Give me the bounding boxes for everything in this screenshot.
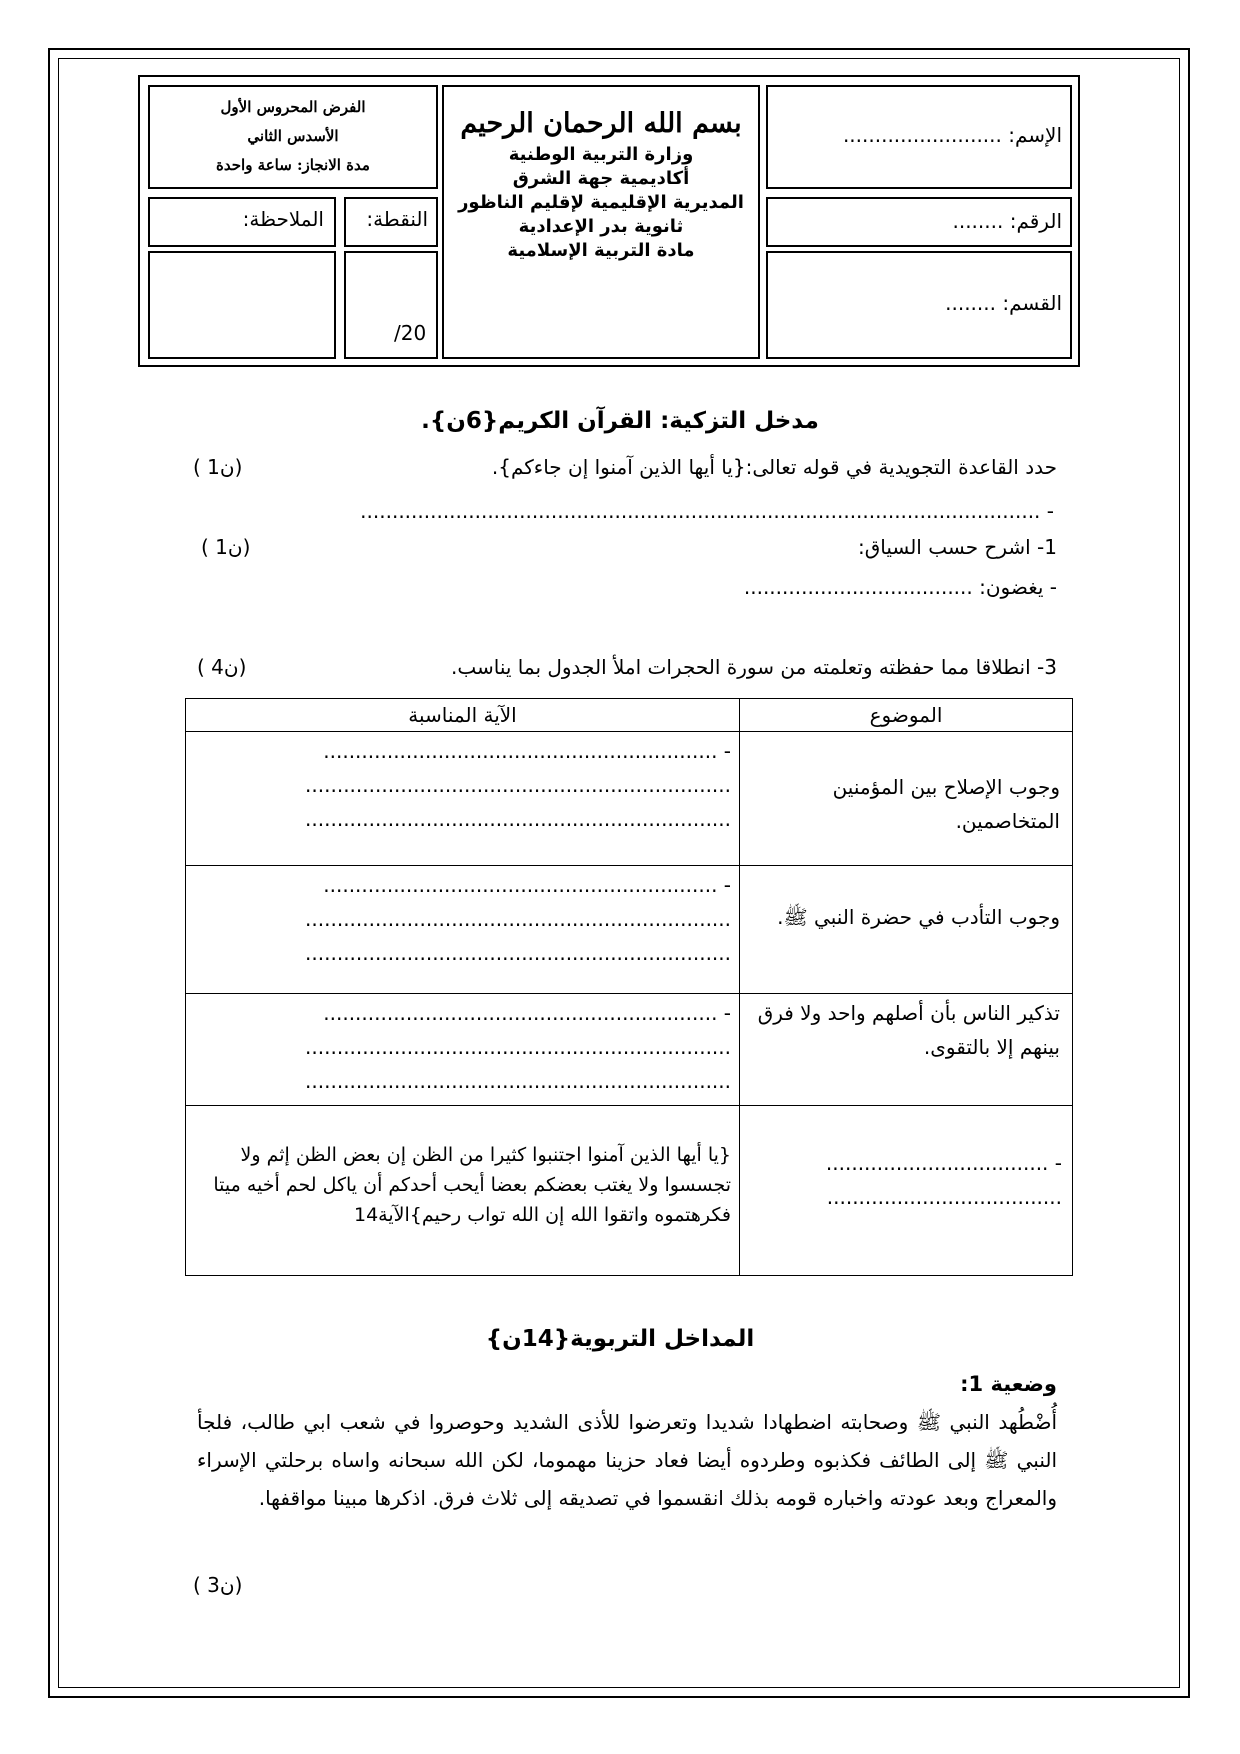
situation-label: وضعية 1: — [960, 1372, 1057, 1396]
table-row — [186, 866, 1073, 994]
answer-line[interactable]: ................................................................... — [305, 773, 731, 797]
basmala: بسم الله الرحمان الرحيم — [460, 108, 742, 139]
verse-answer-cell[interactable] — [186, 994, 740, 1106]
answer-line[interactable]: ..................................... — [826, 1185, 1062, 1209]
grade-label: النقطة: — [366, 207, 428, 231]
verses-table — [185, 698, 1073, 1276]
q2-points: ( 1ن) — [201, 535, 251, 559]
student-class-field[interactable]: القسم: ........ — [945, 291, 1062, 315]
school-name: ثانوية بدر الإعدادية — [518, 216, 684, 237]
directorate: المديرية الإقليمية لإقليم الناظور — [458, 192, 744, 213]
grade-box[interactable] — [344, 251, 438, 359]
answer-line[interactable]: - .............................................................. — [323, 1001, 731, 1025]
col-topic-header: الموضوع — [740, 699, 1073, 732]
q3-points: ( 4ن) — [197, 655, 247, 679]
q1-answer-line[interactable]: - ........................................................................................................... — [360, 499, 1054, 523]
student-class-box[interactable] — [766, 251, 1072, 359]
situation-text: أُضْطُهد النبي ﷺ وصحابته اضطهادا شديدا وتعرضوا للأذى الشديد وحوصروا في شعب ابي طالب، فلجأ النبي ﷺ إلى الطائف فكذبوه وطردوه أيضا فعاد حزينا مهموما، لكن الله سبحانه واساه برحلتي الإسراء والمعراج وبعد عودته واخباره قومه بذلك انقسموا في تصديقه إلى ثلاث فرق. اذكرها مبينا مواقفها. — [197, 1410, 1057, 1510]
section1-title: مدخل التزكية: القرآن الكريم{6ن}. — [421, 408, 819, 434]
exam-title: الفرض المحروس الأول — [220, 98, 366, 116]
topic-cell: وجوب الإصلاح بين المؤمنين المتخاصمين. — [740, 732, 1073, 866]
table-row — [186, 732, 1073, 866]
exam-info-box — [148, 85, 438, 189]
exam-duration: مدة الانجاز: ساعة واحدة — [216, 156, 370, 174]
q2-text: 1- اشرح حسب السياق: — [857, 535, 1057, 559]
answer-line[interactable]: - .............................................................. — [323, 739, 731, 763]
answer-line[interactable]: - ................................... — [825, 1151, 1062, 1175]
student-name-field[interactable]: الإسم: ......................... — [842, 123, 1062, 147]
school-info-box — [442, 85, 760, 359]
table-row — [186, 994, 1073, 1106]
situation-points: ( 3ن) — [193, 1573, 243, 1597]
grade-label-box — [344, 197, 438, 247]
answer-line[interactable]: ................................................................... — [305, 807, 731, 831]
answer-line[interactable]: ................................................................... — [305, 1035, 731, 1059]
answer-line[interactable]: - .............................................................. — [323, 873, 731, 897]
table-row — [186, 1106, 1073, 1276]
exam-semester: الأسدس الثاني — [247, 127, 339, 145]
answer-line[interactable]: ................................................................... — [305, 907, 731, 931]
answer-line[interactable]: ................................................................... — [305, 1069, 731, 1093]
student-name-box[interactable] — [766, 85, 1072, 189]
topic-cell: وجوب التأدب في حضرة النبي ﷺ. — [740, 866, 1073, 994]
table-header-row — [186, 699, 1073, 732]
remark-label-box — [148, 197, 336, 247]
verse-answer-cell[interactable] — [186, 866, 740, 994]
q1-text: حدد القاعدة التجويدية في قوله تعالى:{يا أيها الذين آمنوا إن جاءكم}. — [491, 455, 1057, 479]
section2-title: المداخل التربوية{14ن} — [485, 1326, 755, 1352]
student-number-field[interactable]: الرقم: ........ — [952, 209, 1062, 233]
q2-answer-line[interactable]: - يغضون: .................................... — [743, 575, 1057, 599]
verse-answer-cell[interactable] — [186, 732, 740, 866]
topic-answer-cell[interactable] — [740, 1106, 1073, 1276]
grade-value: /20 — [394, 321, 427, 345]
academy: أكاديمية جهة الشرق — [512, 168, 690, 189]
ministry: وزارة التربية الوطنية — [508, 144, 694, 165]
answer-line[interactable]: ................................................................... — [305, 941, 731, 965]
verse-cell: {يا أيها الذين آمنوا اجتنبوا كثيرا من الظن إن بعض الظن إثم ولا تجسسوا ولا يغتب بعضكم بعضا أيحب أحدكم أن ياكل لحم أخيه ميتا فكرهتموه واتقوا الله إن الله تواب رحيم}الآية14 — [186, 1106, 740, 1276]
student-number-box[interactable] — [766, 197, 1072, 247]
remark-box[interactable] — [148, 251, 336, 359]
q3-text: 3- انطلاقا مما حفظته وتعلمته من سورة الحجرات املأ الجدول بما يناسب. — [450, 655, 1057, 679]
exam-header — [138, 75, 1080, 367]
remark-label: الملاحظة: — [242, 207, 324, 231]
topic-cell: تذكير الناس بأن أصلهم واحد ولا فرق بينهم إلا بالتقوى. — [740, 994, 1073, 1106]
q1-points: ( 1ن) — [193, 455, 243, 479]
col-verse-header: الآية المناسبة — [186, 699, 740, 732]
subject-name: مادة التربية الإسلامية — [507, 240, 695, 261]
